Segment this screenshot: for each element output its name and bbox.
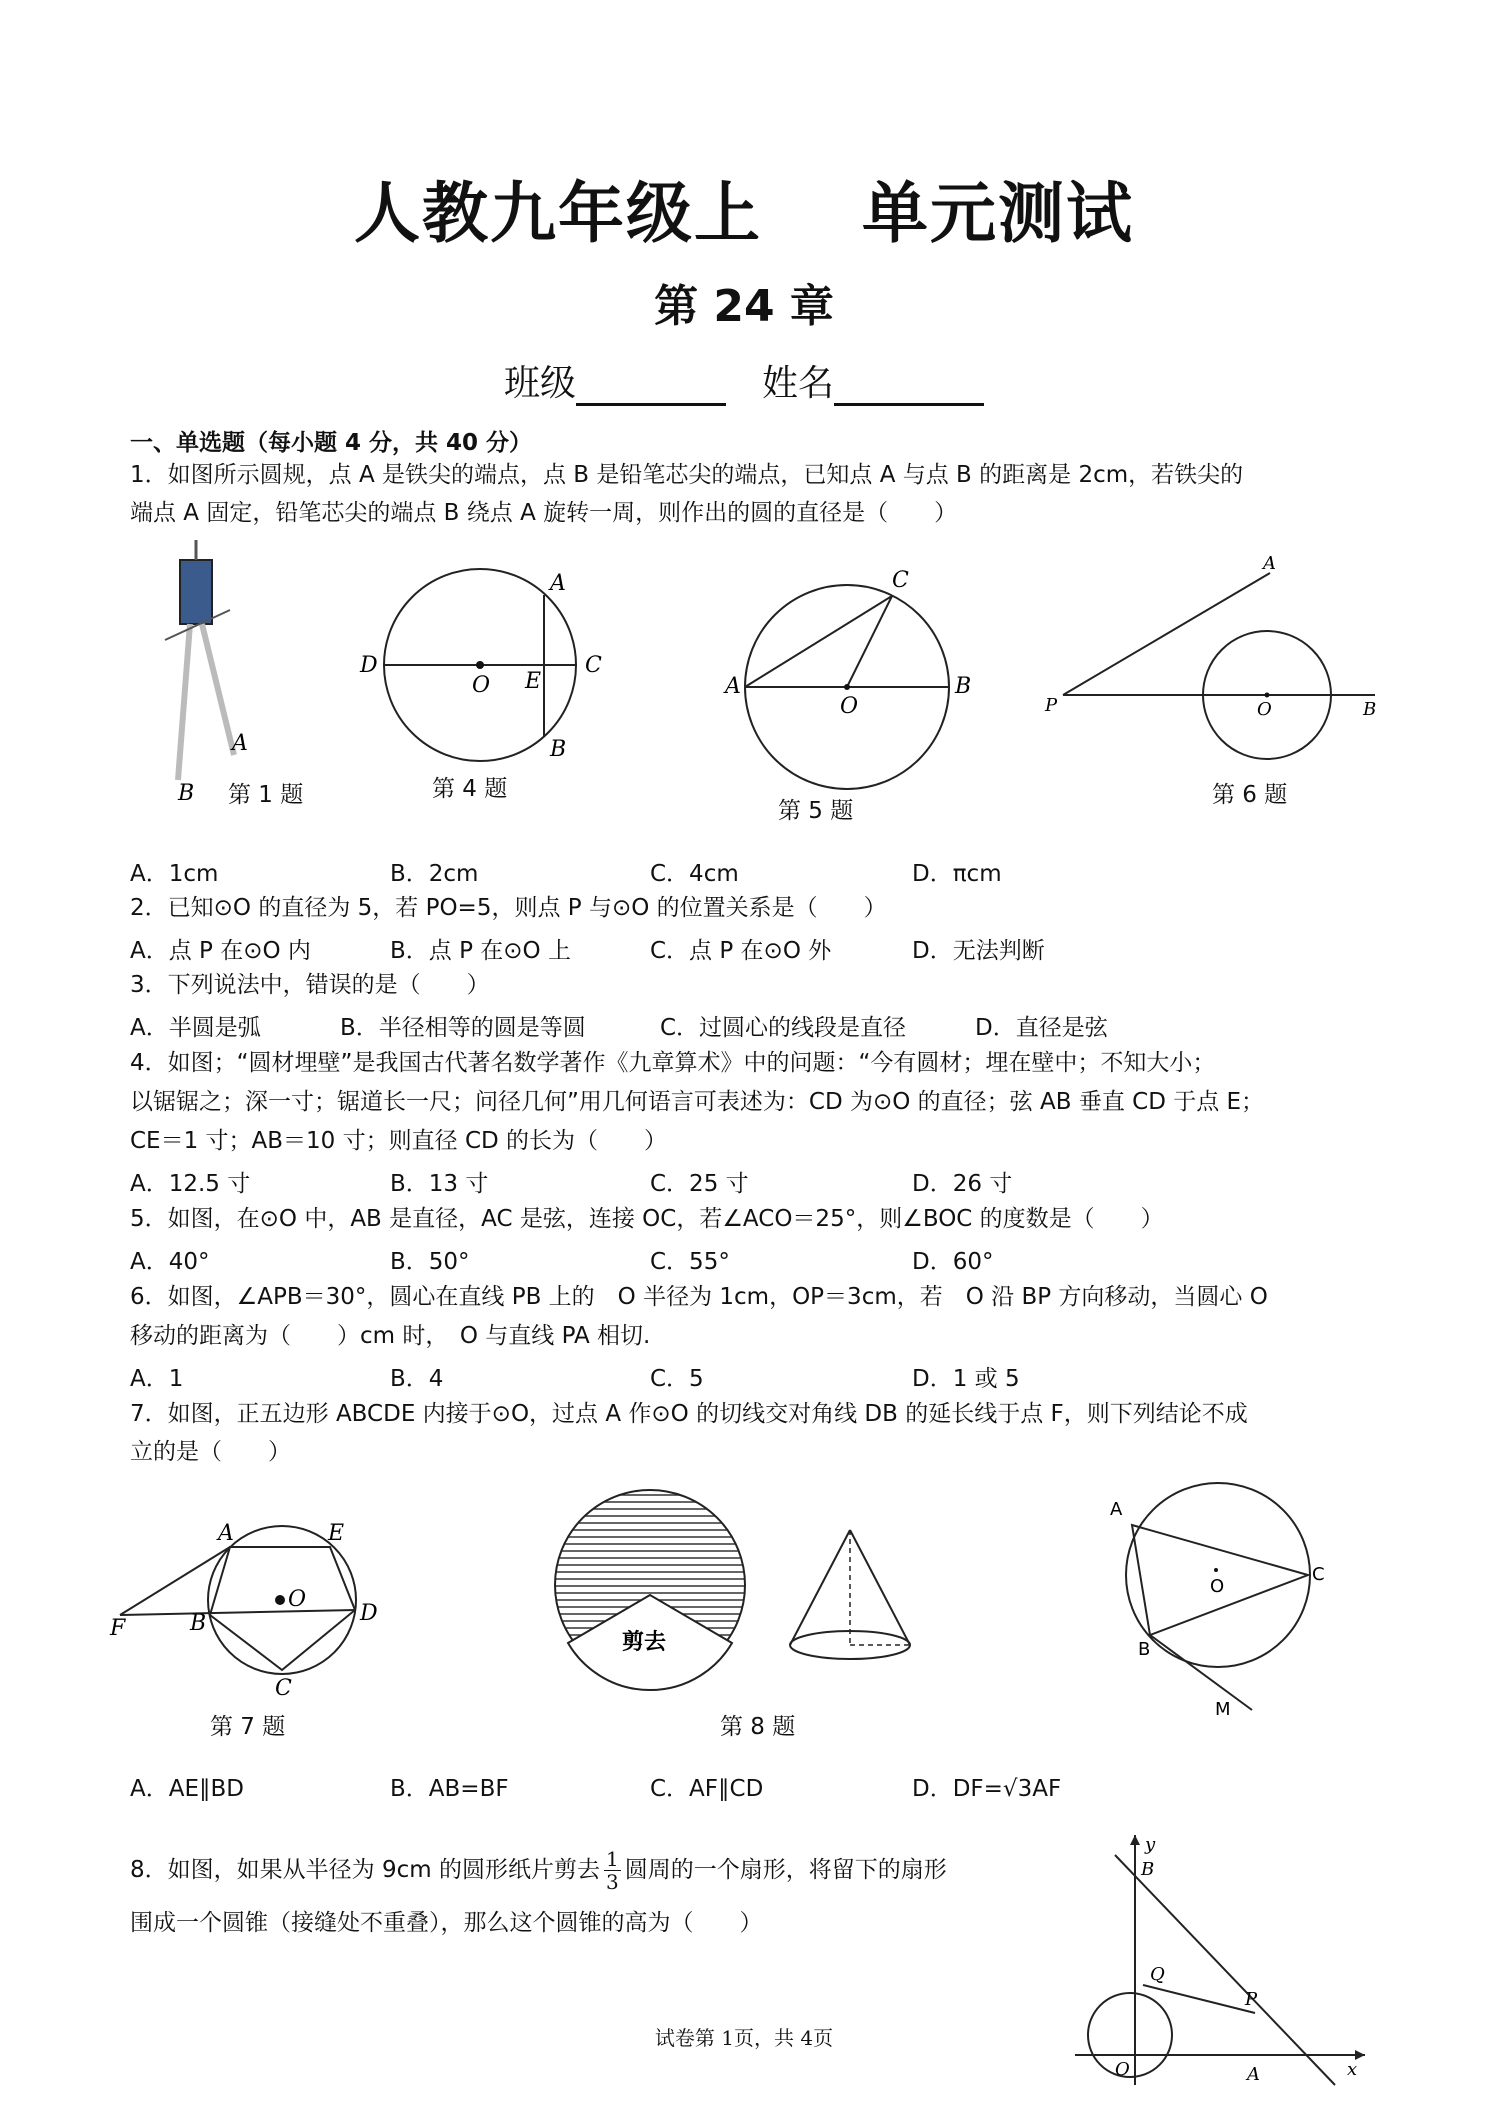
q7-option-d[interactable]: D．DF=√3AF (912, 1776, 1062, 1802)
q4-line3: CE＝1 寸；AB＝10 寸；则直径 CD 的长为（ ） (130, 1128, 668, 1154)
q6-option-b[interactable]: B．4 (390, 1366, 444, 1392)
chapter-heading: 第 24 章 (654, 281, 834, 332)
name-blank[interactable] (834, 367, 984, 406)
svg-text:B: B (1138, 1639, 1151, 1660)
q5-option-b[interactable]: B．50° (390, 1249, 470, 1275)
q6-line1: 6．如图，∠APB＝30°，圆心在直线 PB 上的 O 半径为 1cm，OP＝3cm，若 O 沿 BP 方向移动，当圆心 O (130, 1284, 1268, 1310)
q5-option-d[interactable]: D．60° (912, 1249, 994, 1275)
q1-option-b[interactable]: B．2cm (390, 861, 479, 887)
q2-option-c[interactable]: C．点 P 在⊙O 外 (650, 938, 832, 964)
svg-text:O: O (840, 694, 859, 719)
svg-text:A: A (1110, 1499, 1123, 1520)
svg-text:F: F (110, 1616, 126, 1641)
q5-option-c[interactable]: C．55° (650, 1249, 730, 1275)
fig5-caption: 第 5 题 (778, 798, 854, 824)
svg-text:O: O (1210, 1576, 1225, 1597)
fig8-caption: 第 8 题 (720, 1714, 796, 1740)
svg-text:B: B (550, 737, 567, 762)
svg-text:B: B (955, 674, 972, 699)
fig-triangle-circle (1100, 1470, 1330, 1730)
q5-option-a[interactable]: A．40° (130, 1249, 210, 1275)
fig4-circle (360, 550, 600, 770)
q8-frac-den: 3 (605, 1870, 619, 1894)
svg-text:O: O (1115, 2059, 1130, 2080)
section-heading: 一、单选题（每小题 4 分，共 40 分） (130, 430, 533, 456)
name-label: 姓名 (762, 363, 835, 404)
q3-option-a[interactable]: A．半圆是弧 (130, 1015, 261, 1041)
class-name-line (0, 355, 1488, 406)
q6-option-c[interactable]: C．5 (650, 1366, 704, 1392)
fig8-cut-label: 剪去 (622, 1630, 667, 1655)
fig5-circle (720, 565, 980, 815)
q8-frac-num: 1 (605, 1847, 619, 1871)
q4-option-d[interactable]: D．26 寸 (912, 1171, 1013, 1197)
q6-option-a[interactable]: A．1 (130, 1366, 184, 1392)
q2-line1: 2．已知⊙O 的直径为 5，若 PO=5，则点 P 与⊙O 的位置关系是（ ） (130, 895, 887, 921)
svg-text:C: C (585, 653, 602, 678)
svg-text:P: P (1045, 695, 1058, 716)
svg-text:O: O (472, 673, 491, 698)
q1-option-d[interactable]: D．πcm (912, 861, 1002, 887)
svg-text:B: B (1363, 699, 1377, 720)
svg-text:A: A (1247, 2064, 1260, 2085)
q6-option-d[interactable]: D．1 或 5 (912, 1366, 1020, 1392)
fig8-sector (550, 1485, 990, 1705)
q7-option-a[interactable]: A．AE∥BD (130, 1776, 244, 1802)
svg-text:y: y (1145, 1834, 1156, 1855)
svg-text:B: B (178, 781, 195, 806)
fig4-caption: 第 4 题 (432, 776, 508, 802)
svg-text:A: A (232, 731, 248, 756)
q3-option-b[interactable]: B．半径相等的圆是等圆 (340, 1015, 586, 1041)
q7-option-b[interactable]: B．AB=BF (390, 1776, 509, 1802)
svg-text:C: C (275, 1676, 292, 1701)
q8-line2: 围成一个圆锥（接缝处不重叠），那么这个圆锥的高为（ ） (130, 1910, 763, 1936)
q7-option-c[interactable]: C．AF∥CD (650, 1776, 764, 1802)
q3-option-c[interactable]: C．过圆心的线段是直径 (660, 1015, 907, 1041)
q1-line1: 1．如图所示圆规，点 A 是铁尖的端点，点 B 是铅笔芯尖的端点，已知点 A 与点 B 的距离是 2cm，若铁尖的 (130, 462, 1244, 488)
class-label: 班级 (503, 363, 576, 404)
svg-text:D: D (360, 653, 378, 678)
q2-option-b[interactable]: B．点 P 在⊙O 上 (390, 938, 571, 964)
q4-line2: 以锯锯之；深一寸；锯道长一尺；问径几何”用几何语言可表述为：CD 为⊙O 的直径；弦 AB 垂直 CD 于点 E； (130, 1089, 1265, 1115)
svg-text:A: A (218, 1521, 234, 1546)
q3-option-d[interactable]: D．直径是弦 (975, 1015, 1108, 1041)
q5-line1: 5．如图，在⊙O 中，AB 是直径，AC 是弦，连接 OC，若∠ACO＝25°，则∠BOC 的度数是（ ） (130, 1206, 1164, 1232)
q4-option-a[interactable]: A．12.5 寸 (130, 1171, 251, 1197)
q4-option-b[interactable]: B．13 寸 (390, 1171, 489, 1197)
q8-line1-end: 圆周的一个扇形，将留下的扇形 (624, 1857, 947, 1883)
page-footer: 试卷第 1页，共 4页 (654, 2026, 834, 2050)
fig1-caption: 第 1 题 (228, 782, 304, 808)
q4-line1: 4．如图；“圆材埋壁”是我国古代著名数学著作《九章算术》中的问题：“今有圆材；埋在壁中；不知大小； (130, 1050, 1216, 1076)
title-left: 人教九年级上 (354, 175, 762, 252)
q7-line1: 7．如图，正五边形 ABCDE 内接于⊙O，过点 A 作⊙O 的切线交对角线 DB 的延长线于点 F，则下列结论不成 (130, 1401, 1248, 1427)
svg-text:D: D (360, 1601, 378, 1626)
fig7-caption: 第 7 题 (210, 1714, 286, 1740)
fig7-pentagon (110, 1500, 410, 1700)
q4-option-c[interactable]: C．25 寸 (650, 1171, 749, 1197)
svg-text:A: A (550, 571, 566, 596)
svg-text:B: B (190, 1611, 207, 1636)
q7-line2: 立的是（ ） (130, 1439, 291, 1465)
svg-text:A: A (1263, 553, 1276, 574)
svg-text:B: B (1141, 1859, 1155, 1880)
fig6-tangent (1045, 555, 1375, 755)
title-right: 单元测试 (862, 175, 1134, 252)
q1-line2: 端点 A 固定，铅笔芯尖的端点 B 绕点 A 旋转一周，则作出的圆的直径是（ ） (130, 500, 958, 526)
svg-text:O: O (1257, 699, 1272, 720)
q8-fraction (604, 1848, 621, 1893)
svg-text:M: M (1215, 1699, 1231, 1720)
q8-line1 (130, 1848, 947, 1893)
q1-option-a[interactable]: A．1cm (130, 861, 219, 887)
q6-line2: 移动的距离为（ ）cm 时， O 与直线 PA 相切. (130, 1323, 651, 1349)
svg-text:E: E (328, 1521, 345, 1546)
fig6-caption: 第 6 题 (1212, 782, 1288, 808)
page-title (0, 160, 1488, 255)
svg-text:P: P (1245, 1989, 1258, 2010)
svg-text:C: C (892, 568, 909, 593)
svg-text:Q: Q (1150, 1964, 1165, 1985)
q1-option-c[interactable]: C．4cm (650, 861, 739, 887)
svg-text:A: A (725, 674, 741, 699)
q2-option-a[interactable]: A．点 P 在⊙O 内 (130, 938, 311, 964)
svg-text:O: O (288, 1587, 307, 1612)
q3-line1: 3．下列说法中，错误的是（ ） (130, 972, 490, 998)
q2-option-d[interactable]: D．无法判断 (912, 938, 1045, 964)
q8-line1-start: 8．如图，如果从半径为 9cm 的圆形纸片剪去 (130, 1857, 600, 1883)
class-blank[interactable] (576, 367, 726, 406)
svg-text:C: C (1312, 1564, 1325, 1585)
svg-text:x: x (1347, 2059, 1358, 2080)
svg-text:E: E (525, 669, 542, 694)
